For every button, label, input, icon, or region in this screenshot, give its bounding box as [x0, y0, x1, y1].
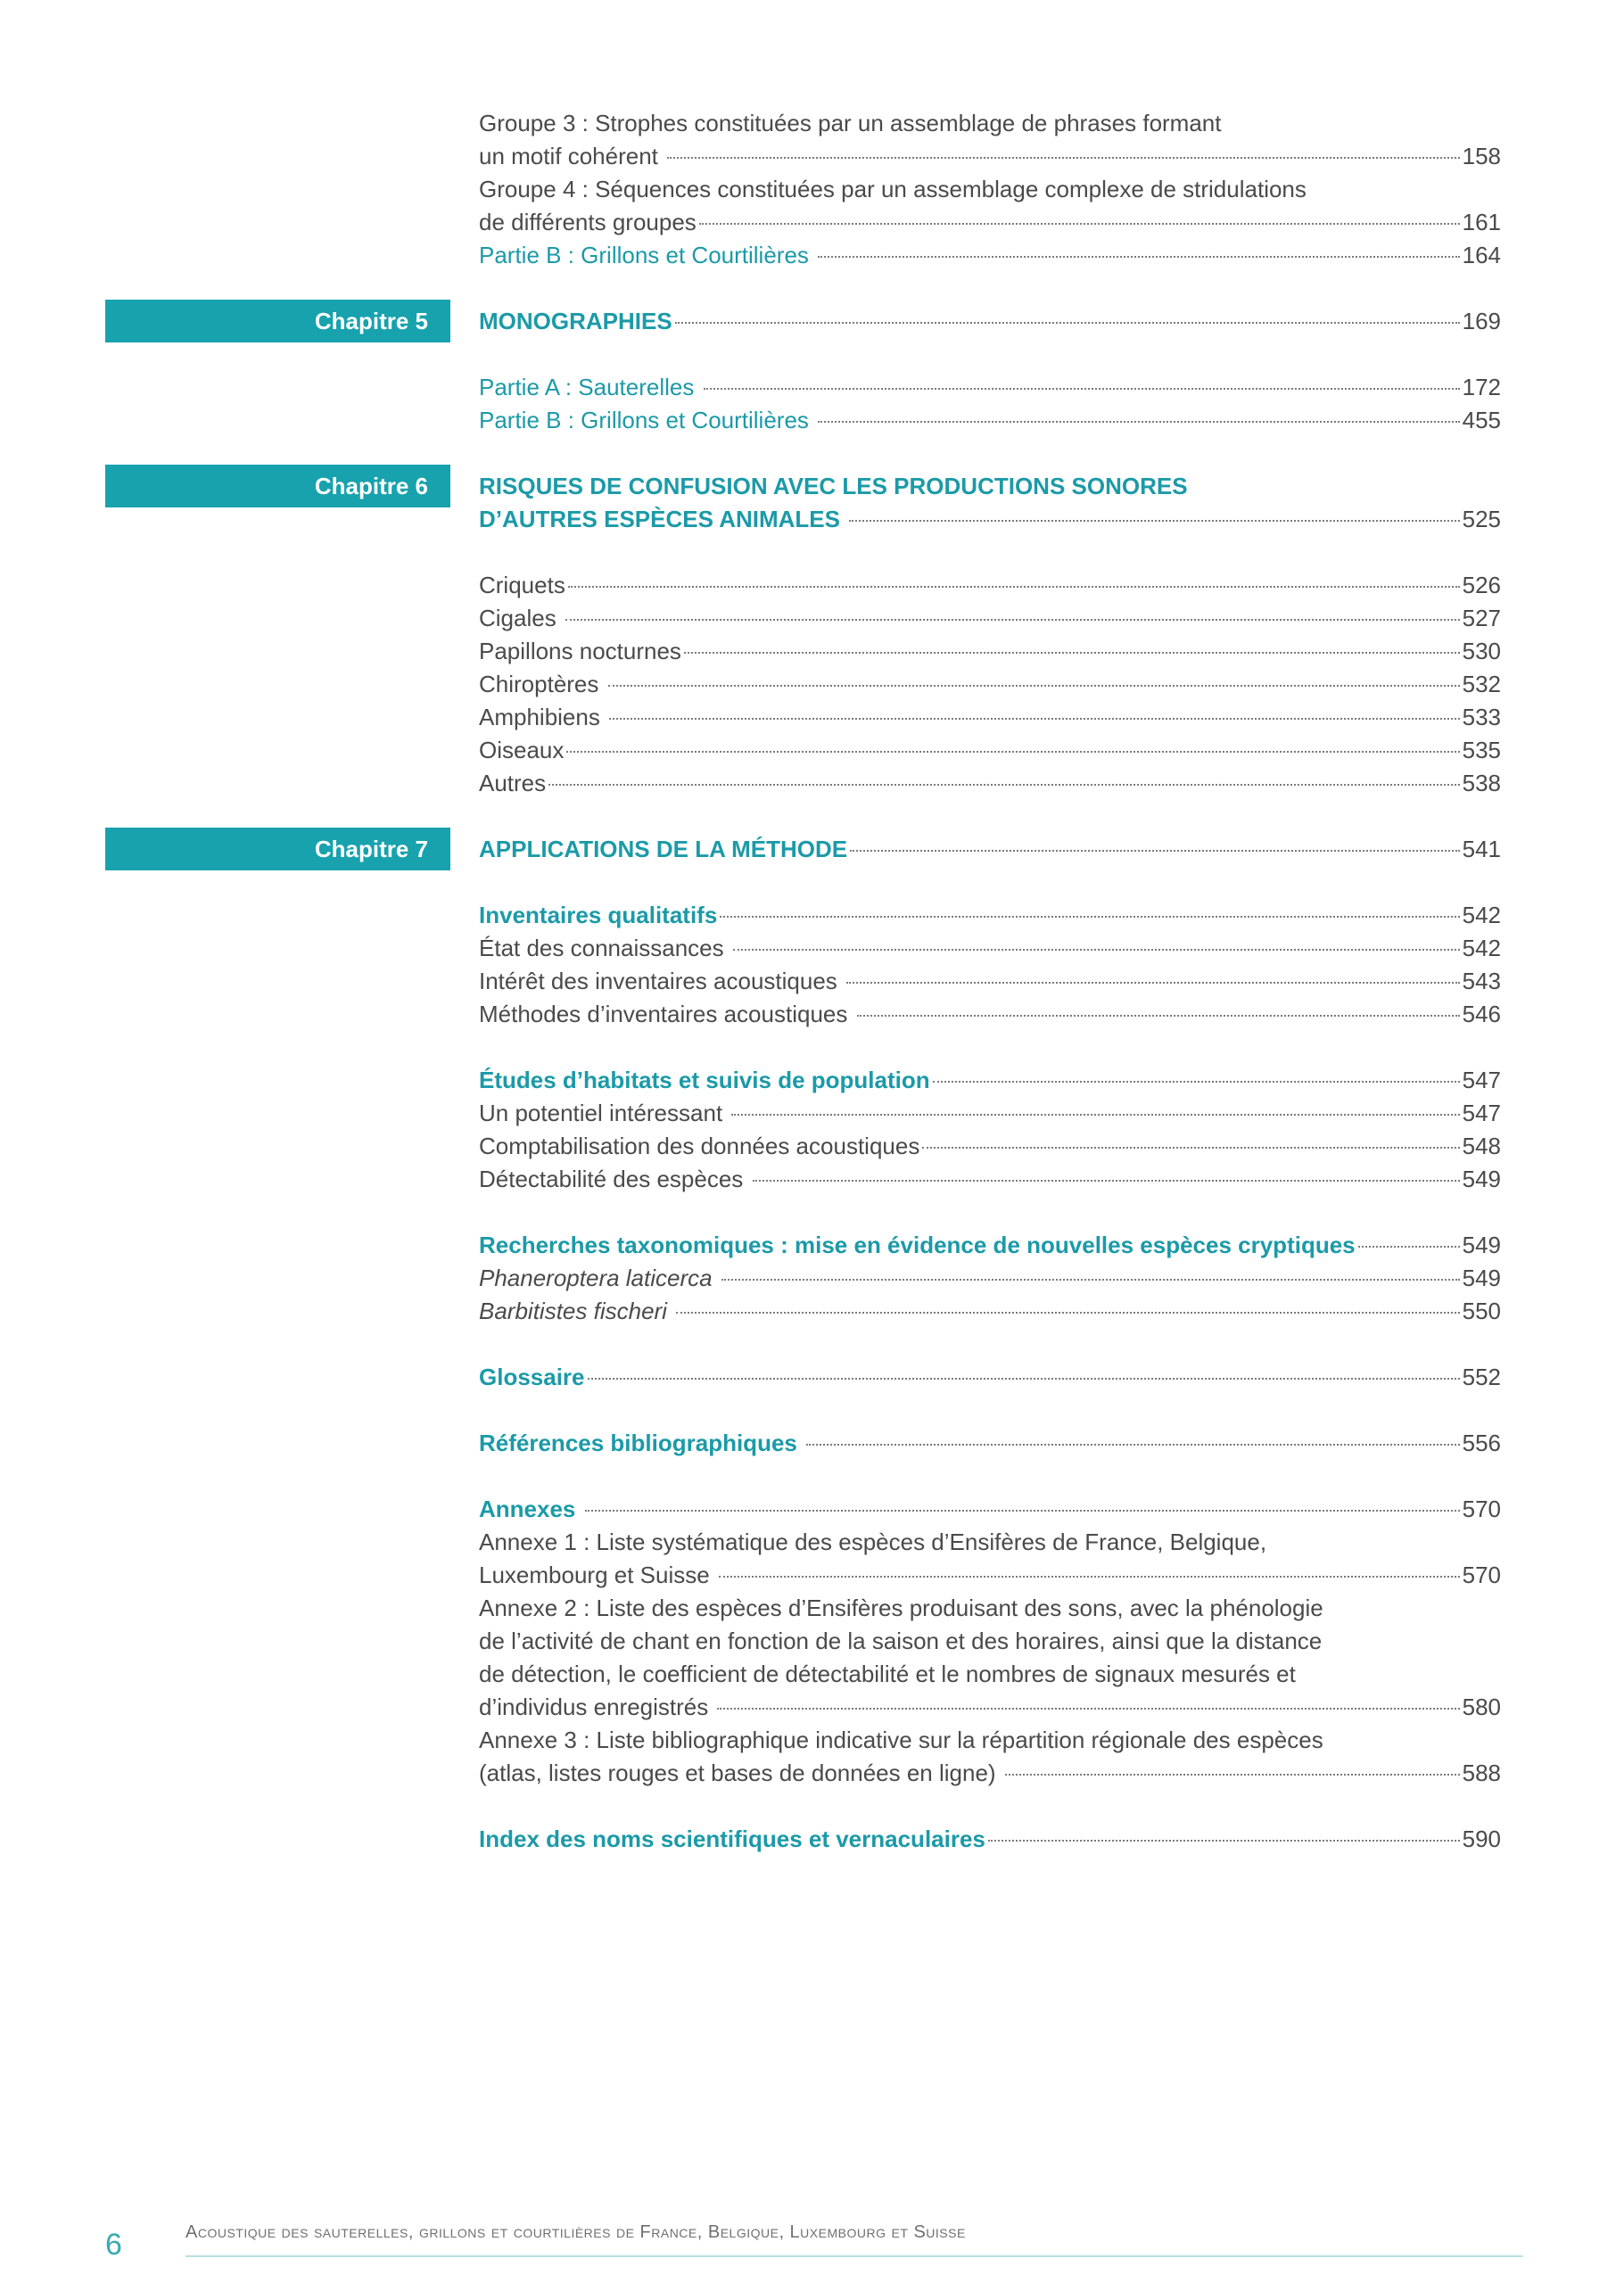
- dot-leader: [720, 916, 1459, 918]
- toc-entry-title: Annexe 3 : Liste bibliographique indicative sur la répartition régionale des espèces: [479, 1727, 1323, 1753]
- toc-entry[interactable]: [479, 371, 1501, 404]
- dot-leader: [731, 1114, 1459, 1116]
- toc-page-number: 455: [1462, 407, 1501, 433]
- toc-entry-title: de l’activité de chant en fonction de la saison et des horaires, ainsi que la distance: [479, 1628, 1323, 1654]
- toc-page-number: 570: [1462, 1562, 1501, 1588]
- dot-leader: [667, 157, 1459, 159]
- toc-page-number: 588: [1462, 1760, 1501, 1786]
- dot-leader: [719, 1576, 1460, 1578]
- toc-page-number: 541: [1462, 836, 1501, 862]
- toc-entry[interactable]: [479, 932, 1501, 965]
- toc-page-number: 542: [1462, 935, 1501, 961]
- toc-entry-title: Chiroptères: [479, 671, 606, 697]
- toc-entry[interactable]: [479, 734, 1501, 767]
- dot-leader: [846, 982, 1460, 984]
- toc-entry[interactable]: [479, 1526, 1501, 1559]
- toc-entry[interactable]: [479, 1064, 1501, 1097]
- toc-page-number: 548: [1462, 1133, 1501, 1159]
- toc-page-number: 532: [1462, 671, 1501, 697]
- dot-leader: [988, 1840, 1460, 1842]
- toc-entry-title: Glossaire: [479, 1364, 585, 1390]
- toc-page-number: 527: [1462, 605, 1501, 631]
- toc-entry-title: D’AUTRES ESPÈCES ANIMALES: [479, 506, 847, 532]
- toc-entry[interactable]: [479, 1592, 1501, 1625]
- toc-entry[interactable]: [479, 1691, 1501, 1724]
- toc-entry[interactable]: [479, 767, 1501, 800]
- toc-entry[interactable]: [479, 404, 1501, 437]
- toc-page-number: 546: [1462, 1001, 1501, 1027]
- toc-entry[interactable]: [479, 206, 1501, 239]
- toc-page-number: 543: [1462, 968, 1501, 994]
- running-title: Acoustique des sauterelles, grillons et courtilières de France, Belgique, Luxembourg et Suisse: [185, 2222, 966, 2242]
- dot-leader: [933, 1081, 1460, 1083]
- dot-leader: [609, 718, 1460, 720]
- toc-entry-title: Groupe 4 : Séquences constituées par un assemblage complexe de stridulations: [479, 176, 1307, 202]
- dot-leader: [850, 850, 1459, 852]
- toc-entry[interactable]: [479, 602, 1501, 635]
- toc-page-number: 169: [1462, 308, 1501, 334]
- dot-leader: [585, 1510, 1460, 1512]
- toc-entry[interactable]: [479, 1625, 1501, 1658]
- dot-leader: [857, 1015, 1460, 1017]
- toc-entry-title: Inventaires qualitatifs: [479, 902, 718, 928]
- toc-entry-title: Détectabilité des espèces: [479, 1166, 750, 1192]
- toc-entry[interactable]: [479, 239, 1501, 272]
- toc-entry[interactable]: [479, 635, 1501, 668]
- toc-page-number: 525: [1462, 506, 1501, 532]
- dot-leader: [806, 1444, 1460, 1446]
- toc-entry-title: Intérêt des inventaires acoustiques: [479, 968, 845, 994]
- toc-entry-title: Recherches taxonomiques : mise en évidence de nouvelles espèces cryptiques: [479, 1232, 1356, 1258]
- toc-page-number: 552: [1462, 1364, 1501, 1390]
- toc-entry-title: Barbitistes fischeri: [479, 1298, 674, 1324]
- toc-entry-title: APPLICATIONS DE LA MÉTHODE: [479, 836, 848, 862]
- toc-entry[interactable]: [479, 140, 1501, 173]
- toc-entry[interactable]: [479, 1262, 1501, 1295]
- toc-entry-title: Autres: [479, 770, 547, 796]
- toc-entry-title: de détection, le coefficient de détectabilité et le nombres de signaux mesurés et: [479, 1661, 1296, 1687]
- toc-entry-title: Références bibliographiques: [479, 1430, 804, 1456]
- toc-entry-title: Oiseaux: [479, 737, 565, 763]
- page-number: 6: [105, 2228, 122, 2262]
- toc-page-number: 549: [1462, 1232, 1501, 1258]
- toc-entry-title: Annexes: [479, 1496, 582, 1522]
- toc-entry-title: Amphibiens: [479, 704, 607, 730]
- toc-entry[interactable]: [479, 1493, 1501, 1526]
- dot-leader: [733, 949, 1460, 951]
- toc-page-number: 172: [1462, 374, 1501, 400]
- toc-page-number: 530: [1462, 638, 1501, 664]
- toc-entry[interactable]: [479, 998, 1501, 1031]
- toc-entry-title: un motif cohérent: [479, 143, 665, 169]
- toc-entry-title: Comptabilisation des données acoustiques: [479, 1133, 920, 1159]
- toc-entry[interactable]: [479, 305, 1501, 338]
- dot-leader: [548, 784, 1459, 786]
- toc-entry-title: Annexe 1 : Liste systématique des espèces d’Ensifères de France, Belgique,: [479, 1529, 1267, 1555]
- dot-leader: [675, 322, 1460, 324]
- toc-entry-title: Index des noms scientifiques et vernaculaires: [479, 1826, 985, 1852]
- dot-leader: [684, 652, 1460, 654]
- footer-rule: [185, 2255, 1523, 2257]
- toc-entry-title: RISQUES DE CONFUSION AVEC LES PRODUCTIONS SONORES: [479, 473, 1188, 499]
- dot-leader: [753, 1180, 1460, 1182]
- toc-entry-title: Papillons nocturnes: [479, 638, 681, 664]
- toc-entry[interactable]: [479, 503, 1501, 536]
- toc-entry-title: de différents groupes: [479, 209, 697, 235]
- toc-entry[interactable]: [479, 1724, 1501, 1757]
- chapter-tab: Chapitre 6: [105, 465, 450, 507]
- toc-entry-title: Criquets: [479, 572, 565, 598]
- toc-page-number: 526: [1462, 572, 1501, 598]
- toc-page-number: 538: [1462, 770, 1501, 796]
- toc-entry[interactable]: [479, 1559, 1501, 1592]
- toc-entry[interactable]: [479, 569, 1501, 602]
- chapter-tab: Chapitre 7: [105, 828, 450, 870]
- toc-page-number: 550: [1462, 1298, 1501, 1324]
- toc-entry-title: Cigales: [479, 605, 563, 631]
- toc-entry[interactable]: [479, 107, 1501, 140]
- toc-page-number: 161: [1462, 209, 1501, 235]
- toc-entry-title: Études d’habitats et suivis de population: [479, 1067, 930, 1093]
- dot-leader: [1005, 1774, 1460, 1776]
- toc-entry[interactable]: [479, 1229, 1501, 1262]
- dot-leader: [922, 1147, 1459, 1149]
- toc-entry[interactable]: [479, 833, 1501, 866]
- dot-leader: [818, 256, 1459, 258]
- chapter-tab: Chapitre 5: [105, 300, 450, 342]
- dot-leader: [588, 1378, 1460, 1380]
- toc-entry[interactable]: [479, 1295, 1501, 1328]
- toc-entry-title: (atlas, listes rouges et bases de données en ligne): [479, 1760, 1002, 1786]
- toc-page-number: 549: [1462, 1265, 1501, 1291]
- toc-entry[interactable]: [479, 1163, 1501, 1196]
- toc-entry[interactable]: [479, 701, 1501, 734]
- toc-entry[interactable]: [479, 1658, 1501, 1691]
- toc-entry[interactable]: [479, 1823, 1501, 1856]
- toc-entry-title: Partie A : Sauterelles: [479, 374, 701, 400]
- toc-entry-title: MONOGRAPHIES: [479, 308, 672, 334]
- toc-entry-title: Annexe 2 : Liste des espèces d’Ensifères produisant des sons, avec la phénologie: [479, 1595, 1323, 1621]
- toc-entry-title: Méthodes d’inventaires acoustiques: [479, 1001, 854, 1027]
- toc-page-number: 164: [1462, 242, 1501, 268]
- toc-page-number: 590: [1462, 1826, 1501, 1852]
- toc-entry[interactable]: [479, 668, 1501, 701]
- dot-leader: [568, 586, 1460, 588]
- dot-leader: [1358, 1246, 1460, 1248]
- toc-entry[interactable]: [479, 1361, 1501, 1394]
- toc-page-number: 535: [1462, 737, 1501, 763]
- dot-leader: [717, 1708, 1459, 1710]
- toc-entry-title: Groupe 3 : Strophes constituées par un assemblage de phrases formant: [479, 110, 1222, 136]
- toc-entry-title: Phaneroptera laticerca: [479, 1265, 719, 1291]
- toc-entry[interactable]: [479, 899, 1501, 932]
- toc-entry[interactable]: [479, 1130, 1501, 1163]
- dot-leader: [699, 223, 1460, 225]
- toc-page-number: 547: [1462, 1067, 1501, 1093]
- toc-entry[interactable]: [479, 1097, 1501, 1130]
- toc-entry-title: État des connaissances: [479, 935, 730, 961]
- toc-entry-title: d’individus enregistrés: [479, 1694, 715, 1720]
- dot-leader: [849, 520, 1459, 522]
- dot-leader: [676, 1312, 1459, 1314]
- toc-page-number: 580: [1462, 1694, 1501, 1720]
- toc-page-number: 570: [1462, 1496, 1501, 1522]
- toc-entry-title: Partie B : Grillons et Courtilières: [479, 407, 816, 433]
- toc-page-number: 533: [1462, 704, 1501, 730]
- toc-entry[interactable]: [479, 173, 1501, 206]
- toc-entry[interactable]: [479, 1427, 1501, 1460]
- toc-entry[interactable]: [479, 470, 1501, 503]
- dot-leader: [565, 619, 1460, 621]
- dot-leader: [818, 421, 1459, 423]
- toc-entry[interactable]: [479, 965, 1501, 998]
- toc-entry[interactable]: [479, 1757, 1501, 1790]
- dot-leader: [566, 751, 1459, 753]
- dot-leader: [721, 1279, 1460, 1281]
- toc-page-number: 542: [1462, 902, 1501, 928]
- dot-leader: [608, 685, 1460, 687]
- toc-page-number: 158: [1462, 143, 1501, 169]
- toc-entry-title: Luxembourg et Suisse: [479, 1562, 716, 1588]
- toc-page-number: 556: [1462, 1430, 1501, 1456]
- toc-entry-title: Partie B : Grillons et Courtilières: [479, 242, 816, 268]
- toc-page-number: 547: [1462, 1100, 1501, 1126]
- toc-entry-title: Un potentiel intéressant: [479, 1100, 730, 1126]
- dot-leader: [704, 388, 1460, 390]
- toc-page-number: 549: [1462, 1166, 1501, 1192]
